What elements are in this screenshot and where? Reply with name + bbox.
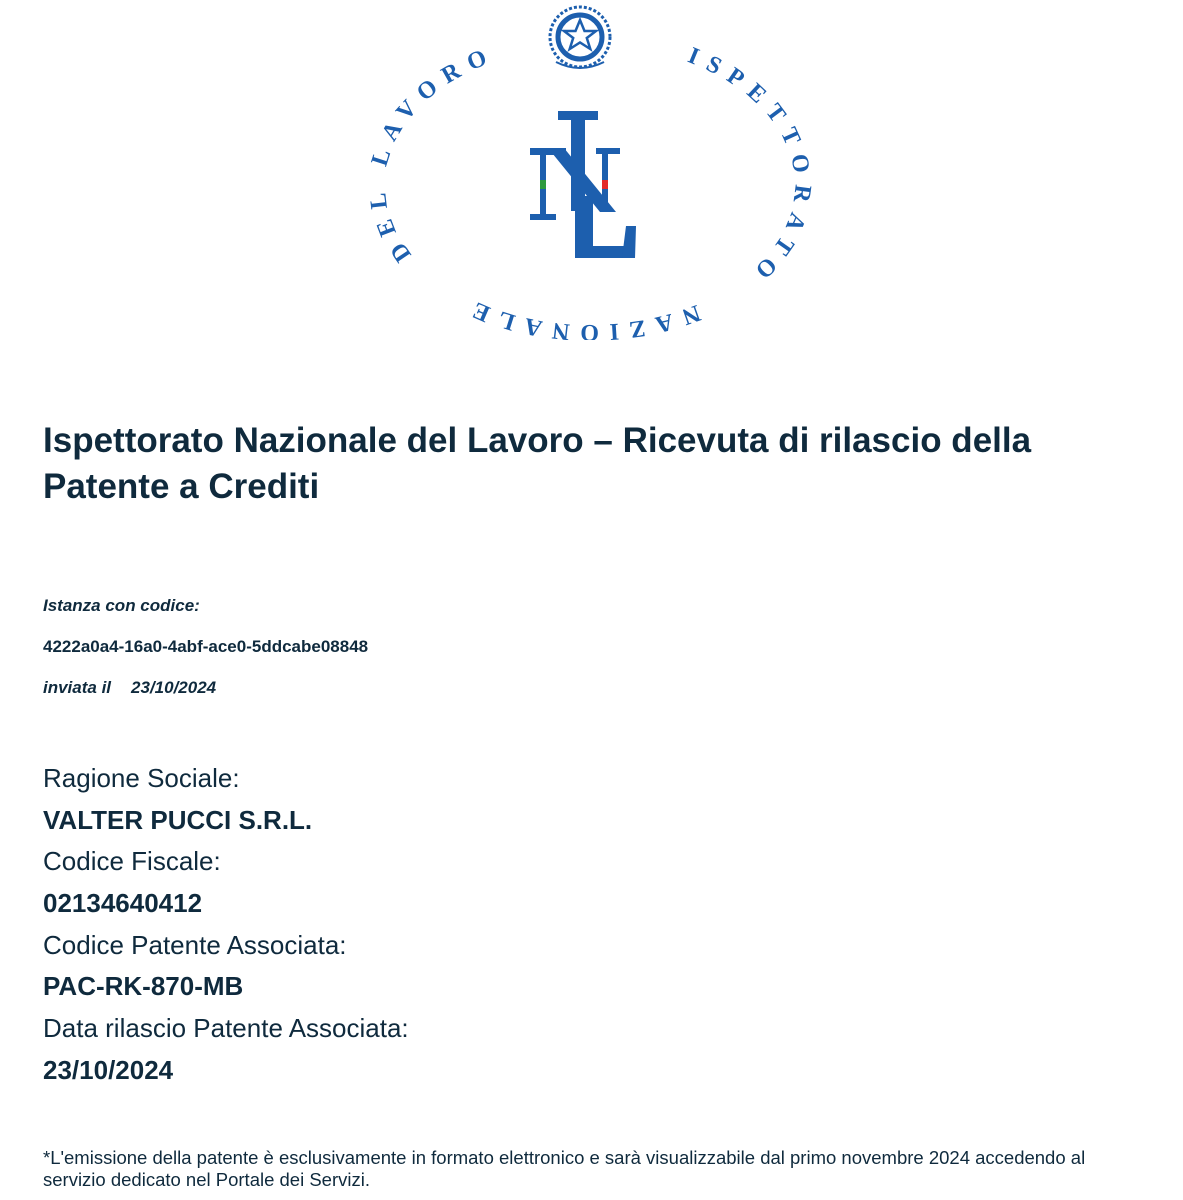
instance-code: 4222a0a4-16a0-4abf-ace0-5ddcabe08848 <box>43 637 369 656</box>
details-block <box>43 758 409 1092</box>
field-value-codice-patente: PAC-RK-870-MB <box>43 971 244 1002</box>
logo-arc-ispettorato: ISPETTORATO <box>684 42 816 291</box>
field-value-codice-fiscale: 02134640412 <box>43 888 203 919</box>
field-label-data-rilascio: Data rilascio Patente Associata: <box>43 1013 409 1044</box>
field-label-ragione-sociale: Ragione Sociale: <box>43 763 240 793</box>
field-label-codice-patente: Codice Patente Associata: <box>43 929 347 960</box>
sent-date: 23/10/2024 <box>131 678 217 697</box>
sent-label: inviata il <box>43 678 112 697</box>
emblem-icon <box>550 7 610 68</box>
instance-block <box>43 594 368 717</box>
instance-label: Istanza con codice: <box>43 596 200 615</box>
field-value-data-rilascio: 23/10/2024 <box>43 1054 174 1085</box>
logo-arc-nazionale: NAZIONALE <box>459 292 704 340</box>
footnote: *L'emissione della patente è esclusivamente in formato elettronico e sarà visualizzabile dal primo novembre 2024 accedendo al servizio dedicato nel Portale dei Servizi. <box>43 1147 1086 1190</box>
inl-logo <box>350 0 830 340</box>
page-title: Ispettorato Nazionale del Lavoro – Ricevuta di rilascio della Patente a Crediti <box>43 421 1032 506</box>
inl-monogram <box>530 111 636 258</box>
instance-sent <box>43 676 368 717</box>
field-label-codice-fiscale: Codice Fiscale: <box>43 846 221 877</box>
logo-arc-del-lavoro: DEL LAVORO <box>364 41 500 267</box>
field-value-ragione-sociale: VALTER PUCCI S.R.L. <box>43 804 313 835</box>
